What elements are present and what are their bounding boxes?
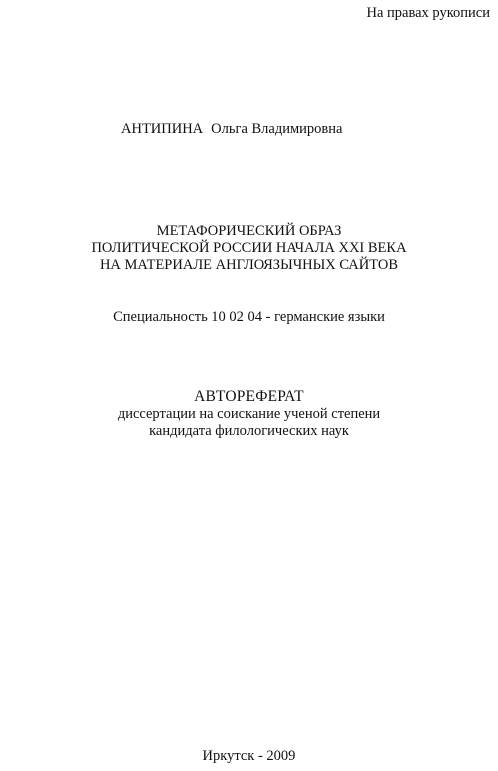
title-line-2: ПОЛИТИЧЕСКОЙ РОССИИ НАЧАЛА XXI ВЕКА xyxy=(91,240,407,256)
degree-line-1: диссертации на соискание ученой степени xyxy=(117,406,381,422)
title-line-3: НА МАТЕРИАЛЕ АНГЛОЯЗЫЧНЫХ САЙТОВ xyxy=(99,257,399,273)
author-given-names: Ольга Владимировна xyxy=(211,121,343,137)
author-name xyxy=(121,121,342,138)
place-year: Иркутск - 2009 xyxy=(202,748,296,764)
abstract-heading: АВТОРЕФЕРАТ xyxy=(194,388,304,405)
degree-line-2: кандидата филологических наук xyxy=(149,423,349,439)
author-surname: АНТИПИНА xyxy=(121,121,204,137)
specialty-line: Специальность 10 02 04 - германские языки xyxy=(113,309,385,325)
title-line-1: МЕТАФОРИЧЕСКИЙ ОБРАЗ xyxy=(156,223,342,239)
rights-notice: На правах рукописи xyxy=(366,5,490,21)
